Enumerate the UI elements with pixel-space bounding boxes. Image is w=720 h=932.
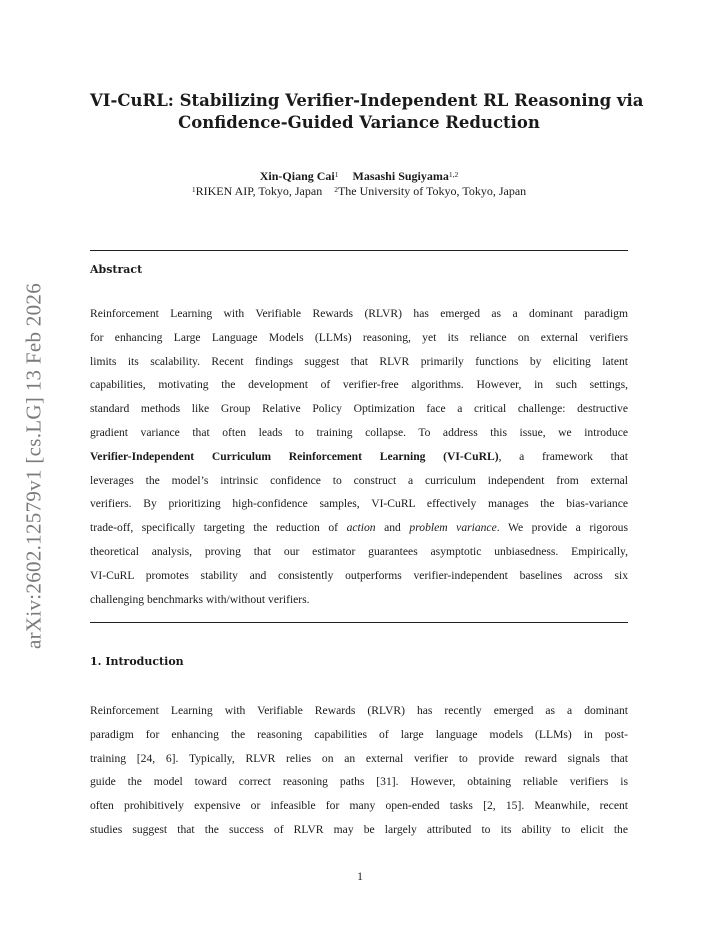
abstract-text: . We provide a rigorous xyxy=(496,521,628,535)
paper-title xyxy=(90,90,644,134)
affiliation-list xyxy=(90,183,628,199)
emphasis-term: problem variance xyxy=(409,521,497,535)
affiliation-text: The University of Tokyo, Tokyo, Japan xyxy=(337,184,527,198)
paper-title-line-2: Confidence-Guided Variance Reduction xyxy=(178,113,540,132)
abstract-heading: Abstract xyxy=(90,263,143,276)
abstract-text: and xyxy=(375,521,410,535)
abstract-line: standard methods like Group Relative Policy Optimization face a critical challenge: destructive xyxy=(90,402,628,416)
emphasis-term: action xyxy=(346,521,376,535)
author-affiliation-mark: 1,2 xyxy=(448,170,459,179)
abstract-line: challenging benchmarks with/without verifiers. xyxy=(90,592,310,606)
abstract-text: trade-off, specifically targeting the reduction of xyxy=(90,521,347,535)
introduction-line: training [24, 6]. Typically, RLVR relies on an external verifier to provide reward signals that xyxy=(90,751,628,765)
abstract-line: gradient variance that often leads to training collapse. To address this issue, we introduce xyxy=(90,426,628,439)
introduction-line: Reinforcement Learning with Verifiable Rewards (RLVR) has recently emerged as a dominant xyxy=(90,704,628,717)
arxiv-identifier-stamp: arXiv:2602.12579v1 [cs.LG] 13 Feb 2026 xyxy=(21,282,46,650)
author-affiliation-mark: 1 xyxy=(334,170,339,179)
abstract-line xyxy=(90,450,628,463)
page-number: 1 xyxy=(357,870,363,883)
abstract-top-rule xyxy=(90,250,628,251)
section-heading-introduction: 1. Introduction xyxy=(90,655,184,668)
introduction-line: often prohibitively expensive or infeasible for many open-ended tasks [2, 15]. Meanwhile, recent xyxy=(90,799,628,813)
abstract-line: capabilities, motivating the development of verifier-free algorithms. However, in such settings, xyxy=(90,378,628,392)
introduction-line: guide the model toward correct reasoning paths [31]. However, obtaining reliable verifiers is xyxy=(90,775,628,789)
introduction-line: paradigm for enhancing the reasoning capabilities of large language models (LLMs) in post- xyxy=(90,727,628,741)
abstract-line: leverages the model’s intrinsic confidence to construct a curriculum independent from external xyxy=(90,473,628,487)
abstract-bottom-rule xyxy=(90,622,628,623)
abstract-line: limits its scalability. Recent findings suggest that RLVR primarily functions by eliciting latent xyxy=(90,354,628,368)
abstract-line: VI-CuRL promotes stability and consistently outperforms verifier-independent baselines across six xyxy=(90,568,628,582)
abstract-line: Reinforcement Learning with Verifiable Rewards (RLVR) has emerged as a dominant paradigm xyxy=(90,307,628,320)
method-name: Verifier-Independent Curriculum Reinforcement Learning (VI-CuRL) xyxy=(90,449,499,463)
author-list xyxy=(90,168,628,184)
affiliation-mark: 1 xyxy=(191,185,196,194)
abstract-line: verifiers. By prioritizing high-confidence samples, VI-CuRL effectively manages the bias-variance xyxy=(90,497,628,511)
abstract-line: theoretical analysis, proving that our estimator guarantees asymptotic unbiasedness. Empirically, xyxy=(90,545,628,558)
author-name: Xin-Qiang Cai xyxy=(259,169,335,183)
affiliation-mark: 2 xyxy=(334,185,338,194)
abstract-text: , a framework that xyxy=(498,449,628,463)
affiliation-text: RIKEN AIP, Tokyo, Japan xyxy=(195,184,323,198)
author-name: Masashi Sugiyama xyxy=(352,169,449,183)
abstract-line xyxy=(90,521,628,534)
abstract-line: for enhancing Large Language Models (LLMs) reasoning, yet its reliance on external verifiers xyxy=(90,330,628,344)
paper-title-line-1: VI-CuRL: Stabilizing Verifier-Independent RL Reasoning via xyxy=(90,91,644,110)
introduction-line: studies suggest that the success of RLVR may be largely attributed to its ability to elicit the xyxy=(90,823,628,836)
